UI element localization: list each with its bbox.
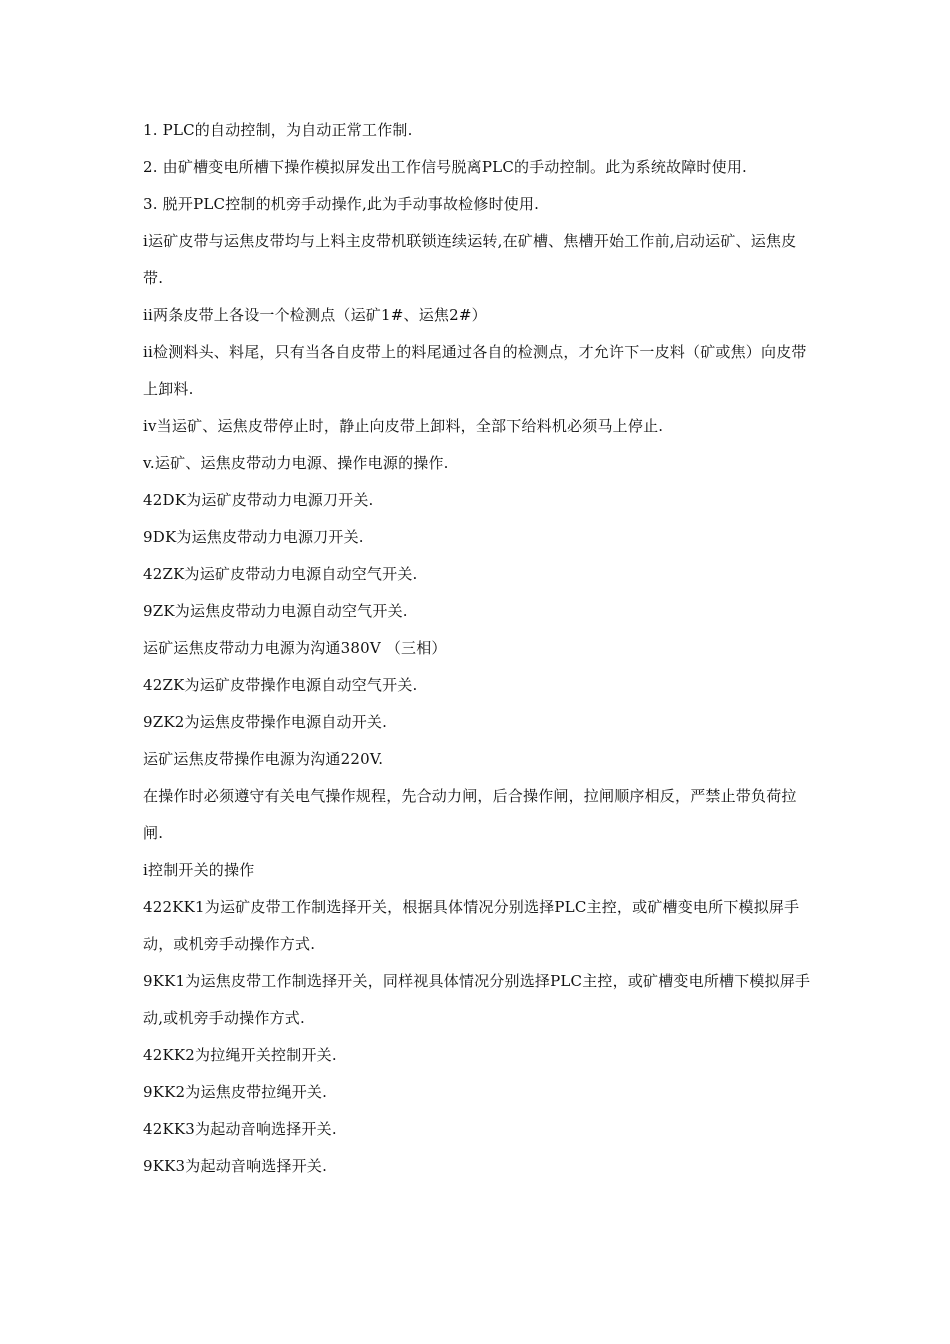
paragraph: 9KK2为运焦皮带拉绳开关. [143,1083,328,1101]
document-body [143,112,815,1185]
paragraph: ii检测料头、料尾，只有当各自皮带上的料尾通过各自的检测点，才允许下一皮料（矿或焦）向皮带上卸料. [143,343,807,398]
paragraph: ii两条皮带上各设一个检测点（运矿1#、运焦2#） [143,306,487,324]
paragraph: i控制开关的操作 [143,861,255,879]
paragraph: 42KK3为起动音响选择开关. [143,1120,337,1138]
paragraph: iv当运矿、运焦皮带停止时，静止向皮带上卸料，全部下给料机必须马上停止. [143,417,664,435]
paragraph: 运矿运焦皮带操作电源为沟通220V. [143,750,384,768]
paragraph: 运矿运焦皮带动力电源为沟通380V （三相） [143,639,447,657]
paragraph: 422KK1为运矿皮带工作制选择开关，根据具体情况分别选择PLC主控，或矿槽变电所下模拟屏手动，或机旁手动操作方式. [143,898,800,953]
paragraph: 9KK3为起动音响选择开关. [143,1157,328,1175]
paragraph: 3. 脱开PLC控制的机旁手动操作,此为手动事故检修时使用. [143,195,540,213]
paragraph: 9ZK2为运焦皮带操作电源自动开关. [143,713,388,731]
paragraph: 9ZK为运焦皮带动力电源自动空气开关. [143,602,408,620]
paragraph: 2. 由矿槽变电所槽下操作模拟屏发出工作信号脱离PLC的手动控制。此为系统故障时使用. [143,158,747,176]
paragraph: 42DK为运矿皮带动力电源刀开关. [143,491,374,509]
paragraph: i运矿皮带与运焦皮带均与上料主皮带机联锁连续运转,在矿槽、焦槽开始工作前,启动运矿、运焦皮带. [143,232,797,287]
paragraph: 9KK1为运焦皮带工作制选择开关，同样视具体情况分别选择PLC主控，或矿槽变电所槽下模拟屏手动,或机旁手动操作方式. [143,972,811,1027]
paragraph: 在操作时必须遵守有关电气操作规程，先合动力闸，后合操作闸，拉闸顺序相反，严禁止带负荷拉闸. [143,787,797,842]
paragraph: 42KK2为拉绳开关控制开关. [143,1046,337,1064]
paragraph: v.运矿、运焦皮带动力电源、操作电源的操作. [143,454,449,472]
paragraph: 9DK为运焦皮带动力电源刀开关. [143,528,364,546]
paragraph: 1. PLC的自动控制，为自动正常工作制. [143,121,413,139]
paragraph: 42ZK为运矿皮带操作电源自动空气开关. [143,676,418,694]
paragraph: 42ZK为运矿皮带动力电源自动空气开关. [143,565,418,583]
